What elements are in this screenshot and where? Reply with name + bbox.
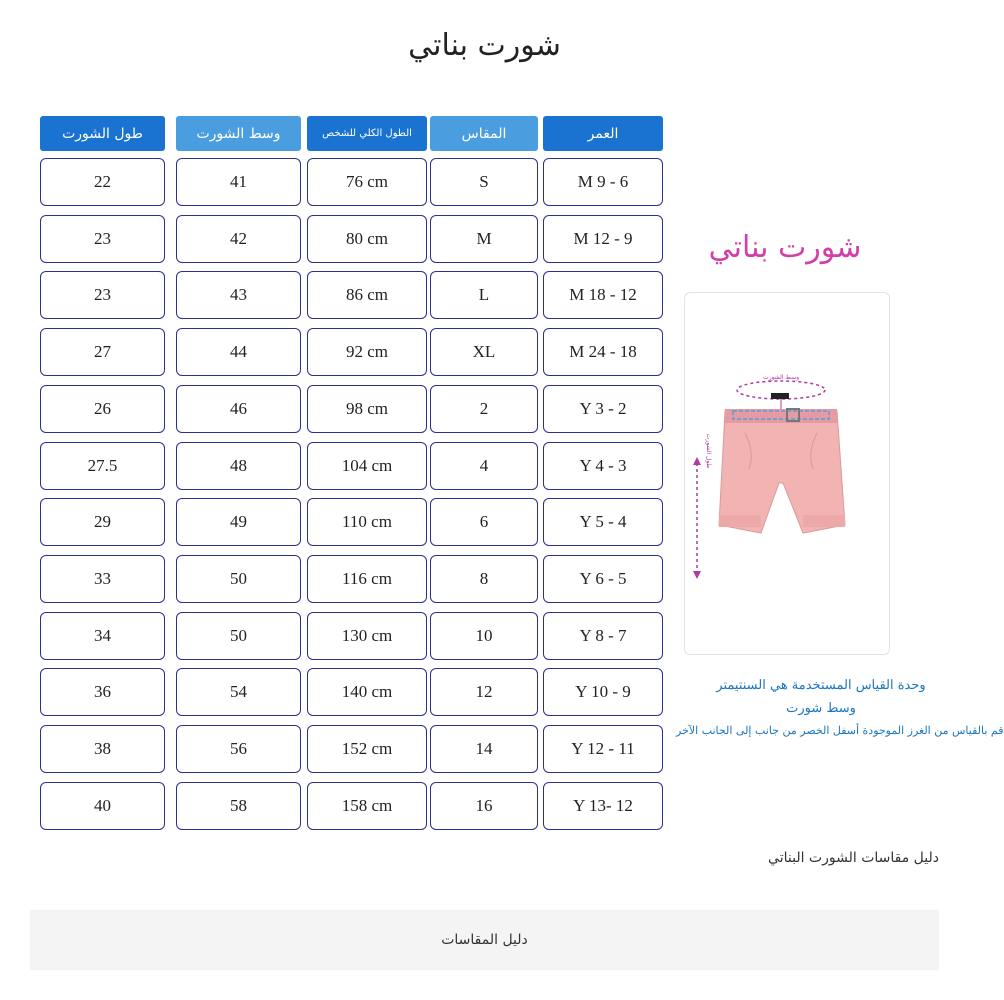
cell-short-waist: 41 xyxy=(176,158,301,206)
cell-short-waist: 48 xyxy=(176,442,301,490)
header-total-height: الطول الكلي للشخص xyxy=(307,116,427,151)
waist-note-instruction: قم بالقياس من الغرز الموجودة أسفل الخصر من جانب إلى الجانب الآخر xyxy=(676,724,1004,737)
cell-short-length: 27 xyxy=(40,328,165,376)
size-guide-tab-label: دليل المقاسات xyxy=(441,932,528,948)
cell-age: M 18 - 12 xyxy=(543,271,663,319)
cell-short-waist: 42 xyxy=(176,215,301,263)
cell-short-waist: 58 xyxy=(176,782,301,830)
cell-age: Y 6 - 5 xyxy=(543,555,663,603)
cell-size: M xyxy=(430,215,538,263)
left-cuff xyxy=(719,515,761,527)
cell-age: Y 8 - 7 xyxy=(543,612,663,660)
header-short-waist: وسط الشورت xyxy=(176,116,301,151)
cell-age: Y 10 - 9 xyxy=(543,668,663,716)
cell-short-waist: 50 xyxy=(176,555,301,603)
cell-short-length: 27.5 xyxy=(40,442,165,490)
cell-total-height: 158 cm xyxy=(307,782,427,830)
unit-note: وحدة القياس المستخدمة هي السنتيمتر xyxy=(716,678,926,693)
cell-size: L xyxy=(430,271,538,319)
cell-total-height: 116 cm xyxy=(307,555,427,603)
cell-short-waist: 50 xyxy=(176,612,301,660)
cell-short-length: 40 xyxy=(40,782,165,830)
cell-age: Y 5 - 4 xyxy=(543,498,663,546)
product-image-card xyxy=(684,292,890,655)
cell-age: M 12 - 9 xyxy=(543,215,663,263)
cell-total-height: 80 cm xyxy=(307,215,427,263)
shorts-body xyxy=(719,411,845,533)
cell-size: 2 xyxy=(430,385,538,433)
header-size: المقاس xyxy=(430,116,538,151)
cell-short-length: 34 xyxy=(40,612,165,660)
cell-size: 6 xyxy=(430,498,538,546)
cell-total-height: 76 cm xyxy=(307,158,427,206)
cell-total-height: 152 cm xyxy=(307,725,427,773)
cell-short-length: 33 xyxy=(40,555,165,603)
cell-short-length: 26 xyxy=(40,385,165,433)
shorts-label xyxy=(771,393,789,399)
cell-age: Y 12 - 11 xyxy=(543,725,663,773)
waist-measure-label: وسط الشورت xyxy=(762,374,800,381)
cell-size: 8 xyxy=(430,555,538,603)
cell-size: 16 xyxy=(430,782,538,830)
cell-total-height: 110 cm xyxy=(307,498,427,546)
measurement-notes xyxy=(676,678,1004,737)
cell-total-height: 98 cm xyxy=(307,385,427,433)
product-title: شورت بناتي xyxy=(708,230,862,265)
header-age: العمر xyxy=(543,116,663,151)
cell-short-waist: 54 xyxy=(176,668,301,716)
cell-short-length: 29 xyxy=(40,498,165,546)
cell-total-height: 104 cm xyxy=(307,442,427,490)
cell-size: XL xyxy=(430,328,538,376)
cell-short-length: 23 xyxy=(40,215,165,263)
cell-size: 12 xyxy=(430,668,538,716)
length-arrow-down xyxy=(693,571,701,579)
cell-total-height: 86 cm xyxy=(307,271,427,319)
right-cuff xyxy=(803,515,845,527)
cell-size: 10 xyxy=(430,612,538,660)
cell-short-length: 36 xyxy=(40,668,165,716)
cell-short-length: 22 xyxy=(40,158,165,206)
length-arrow-up xyxy=(693,457,701,465)
cell-short-waist: 49 xyxy=(176,498,301,546)
size-guide-caption: دليل مقاسات الشورت البناتي xyxy=(768,850,939,866)
cell-short-waist: 44 xyxy=(176,328,301,376)
cell-age: Y 13- 12 xyxy=(543,782,663,830)
cell-age: Y 4 - 3 xyxy=(543,442,663,490)
cell-total-height: 130 cm xyxy=(307,612,427,660)
cell-short-length: 23 xyxy=(40,271,165,319)
cell-size: S xyxy=(430,158,538,206)
cell-age: M 24 - 18 xyxy=(543,328,663,376)
waist-note-title: وسط شورت xyxy=(786,701,856,716)
cell-short-waist: 43 xyxy=(176,271,301,319)
cell-size: 4 xyxy=(430,442,538,490)
cell-age: M 9 - 6 xyxy=(543,158,663,206)
cell-age: Y 3 - 2 xyxy=(543,385,663,433)
shorts-measurement-image xyxy=(685,293,889,654)
cell-short-waist: 56 xyxy=(176,725,301,773)
size-guide-tab[interactable] xyxy=(30,910,939,970)
cell-short-waist: 46 xyxy=(176,385,301,433)
cell-size: 14 xyxy=(430,725,538,773)
page-title: شورت بناتي xyxy=(408,28,561,63)
cell-total-height: 92 cm xyxy=(307,328,427,376)
cell-short-length: 38 xyxy=(40,725,165,773)
cell-total-height: 140 cm xyxy=(307,668,427,716)
header-short-length: طول الشورت xyxy=(40,116,165,151)
length-measure-label: طول الشورت xyxy=(705,433,712,469)
